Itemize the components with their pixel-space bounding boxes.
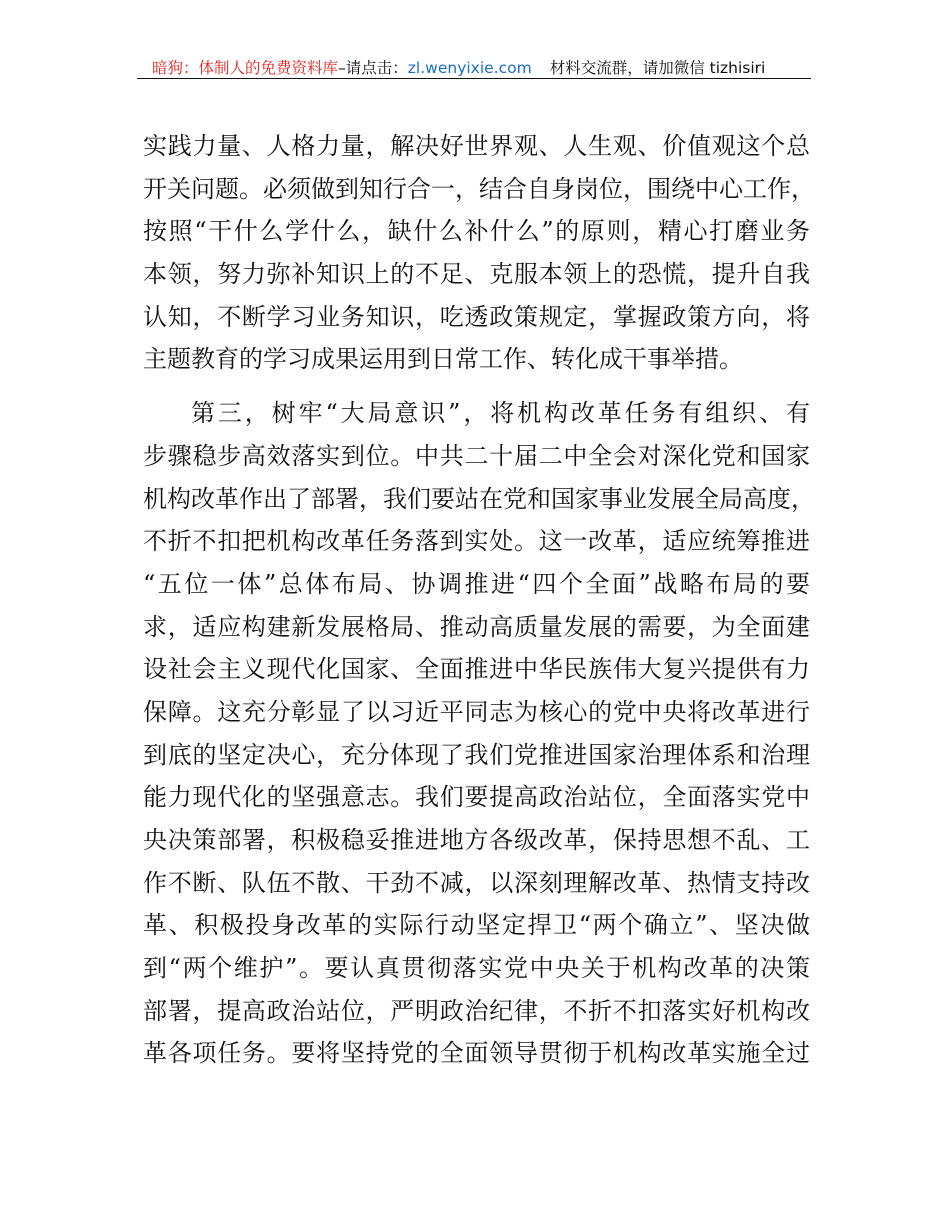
text-line: 不折不扣把机构改革任务落到实处。这一改革，适应统筹推进 [143, 527, 810, 556]
text-line: 开关问题。必须做到知行合一，结合自身岗位，围绕中心工作， [143, 174, 815, 203]
text-line: 革各项任务。要将坚持党的全面领导贯彻于机构改革实施全过 [143, 1039, 810, 1068]
header-divider [137, 78, 811, 79]
text-line: 到底的坚定决心，充分体现了我们党推进国家治理体系和治理 [143, 740, 810, 769]
promo-link[interactable]: zl.wenyixie.com [407, 59, 532, 77]
promo-header [152, 56, 765, 78]
text-line: 按照“干什么学什么，缺什么补什么”的原则，精心打磨业务 [143, 217, 810, 246]
text-line: 步骤稳步高效落实到位。中共二十届二中全会对深化党和国家 [143, 441, 810, 470]
text-line: 保障。这充分彰显了以习近平同志为核心的党中央将改革进行 [143, 697, 810, 726]
text-line: 实践力量、人格力量，解决好世界观、人生观、价值观这个总 [143, 132, 810, 160]
text-line: 本领，努力弥补知识上的不足、克服本领上的恐慌，提升自我 [143, 260, 810, 289]
text-line: 主题教育的学习成果运用到日常工作、转化成干事举措。 [143, 345, 743, 374]
text-line: 革、积极投身改革的实际行动坚定捍卫“两个确立”、坚决做 [143, 911, 810, 940]
text-line: 作不断、队伍不散、干劲不减，以深刻理解改革、热情支持改 [143, 868, 810, 897]
text-line: 求，适应构建新发展格局、推动高质量发展的需要，为全面建 [143, 612, 810, 641]
promo-wechat: 材料交流群，请加微信 tizhisiri [549, 59, 766, 77]
text-line: 能力现代化的坚强意志。我们要提高政治站位，全面落实党中 [143, 783, 810, 812]
document-body [143, 125, 815, 1075]
paragraph-gap [143, 381, 810, 392]
promo-prompt: –请点击： [338, 59, 408, 77]
text-line: 部署，提高政治站位，严明政治纪律，不折不扣落实好机构改 [143, 996, 810, 1025]
text-line: 机构改革作出了部署，我们要站在党和国家事业发展全局高度， [143, 484, 815, 513]
text-line: 第三，树牢“大局意识”，将机构改革任务有组织、有 [191, 399, 810, 428]
paragraph [143, 392, 815, 1075]
paragraph [143, 125, 815, 381]
text-line: “五位一体”总体布局、协调推进“四个全面”战略布局的要 [143, 569, 810, 598]
text-line: 到“两个维护”。要认真贯彻落实党中央关于机构改革的决策 [143, 954, 810, 983]
text-line: 认知，不断学习业务知识，吃透政策规定，掌握政策方向，将 [143, 302, 810, 331]
text-line: 设社会主义现代化国家、全面推进中华民族伟大复兴提供有力 [143, 655, 810, 684]
text-line: 央决策部署，积极稳妥推进地方各级改革，保持思想不乱、工 [143, 826, 810, 854]
promo-site-name: 暗狗：体制人的免费资料库 [152, 59, 339, 77]
